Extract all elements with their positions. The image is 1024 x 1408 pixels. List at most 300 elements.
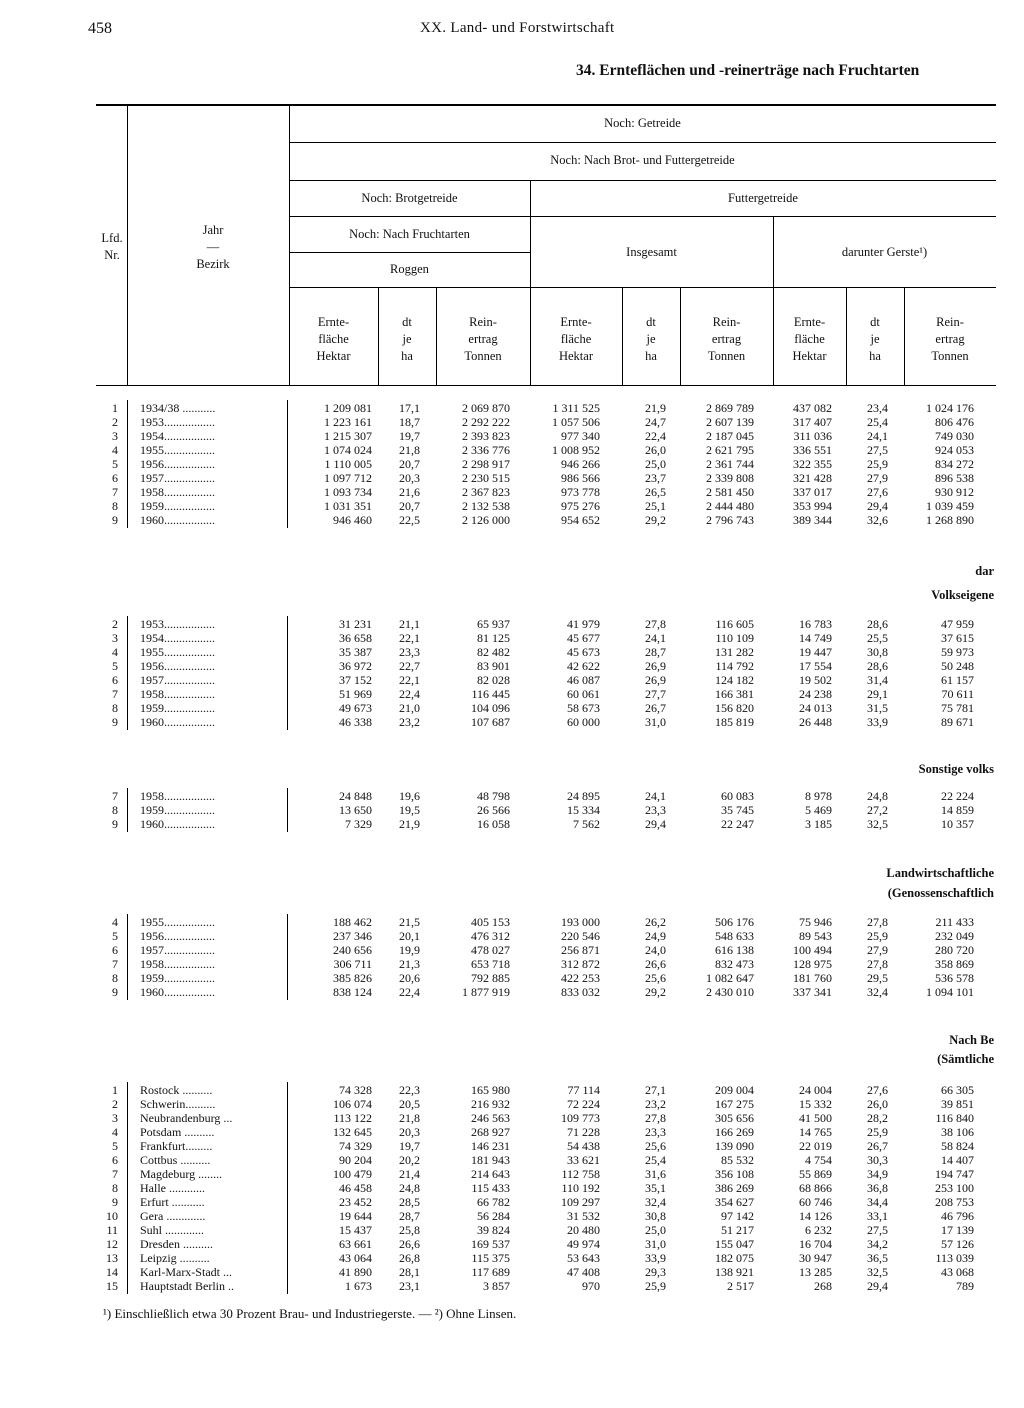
row-number: 1 [112,1083,118,1097]
table-cell: 35,1 [645,1181,666,1195]
row-number: 9 [112,1195,118,1209]
table-cell: 45 677 [567,631,600,645]
table-cell: 23,3 [399,645,420,659]
table-cell: 20,3 [399,471,420,485]
col-dt-header [622,314,680,365]
table-cell: 106 074 [333,1097,372,1111]
table-cell: 89 543 [799,929,832,943]
table-cell: 2 298 917 [462,457,510,471]
table-cell: 2 069 870 [462,401,510,415]
table-cell: 39 824 [477,1223,510,1237]
table-cell: 46 338 [339,715,372,729]
table-cell: 22,4 [399,687,420,701]
table-row [0,1097,1024,1111]
row-number: 1 [112,401,118,415]
table-cell: 28,7 [645,645,666,659]
table-cell: 22 019 [799,1139,832,1153]
table-cell: 24,7 [645,415,666,429]
table-cell: 55 869 [799,1167,832,1181]
col-reinertrag-header [680,314,773,365]
table-cell: 26,0 [645,443,666,457]
row-label: 1957................. [140,471,215,485]
table-row [0,659,1024,673]
table-cell: 237 346 [333,929,372,943]
table-cell: 946 460 [333,513,372,527]
table-row [0,1251,1024,1265]
table-cell: 1 673 [345,1279,372,1293]
table-row [0,617,1024,631]
table-cell: 25,4 [867,415,888,429]
row-number: 5 [112,659,118,673]
row-label: Suhl ............. [140,1223,205,1237]
row-label: 1959................. [140,803,215,817]
row-label: Gera ............. [140,1209,206,1223]
table-cell: 977 340 [561,429,600,443]
table-cell: 49 673 [339,701,372,715]
table-row [0,443,1024,457]
table-cell: 6 232 [805,1223,832,1237]
table-cell: 2 621 795 [706,443,754,457]
table-cell: 74 328 [339,1083,372,1097]
table-cell: 19,9 [399,943,420,957]
col-ernteflaeche-header [773,314,846,365]
table-cell: 13 650 [339,803,372,817]
table-cell: 356 108 [715,1167,754,1181]
table-cell: 1 039 459 [926,499,974,513]
table-cell: 24,1 [867,429,888,443]
table-cell: 832 473 [715,957,754,971]
table-row [0,915,1024,929]
table-cell: 1 024 176 [926,401,974,415]
section-subheading: Sonstige volks [918,762,994,776]
table-cell: 29,5 [867,971,888,985]
row-number: 11 [106,1223,118,1237]
table-cell: 31 231 [339,617,372,631]
table-row [0,471,1024,485]
table-cell: 26,6 [645,957,666,971]
section-heading: Nach Be [949,1033,994,1047]
table-cell: 19 502 [799,673,832,687]
table-cell: 85 532 [721,1153,754,1167]
row-number: 9 [112,817,118,831]
table-cell: 33,9 [645,1251,666,1265]
table-row [0,415,1024,429]
col-label: fläche [318,332,349,346]
row-label: 1958................. [140,789,215,803]
col-label: Hektar [316,349,351,363]
table-cell: 109 773 [561,1111,600,1125]
row-label: 1955................. [140,443,215,457]
row-label: 1954................. [140,631,215,645]
table-cell: 268 [814,1279,832,1293]
table-cell: 169 537 [471,1237,510,1251]
table-cell: 21,4 [399,1167,420,1181]
row-number: 13 [106,1251,118,1265]
table-cell: 13 285 [799,1265,832,1279]
row-label: 1956................. [140,457,215,471]
col-dt-header [846,314,904,365]
table-cell: 25,6 [645,971,666,985]
table-cell: 1 877 919 [462,985,510,999]
table-cell: 476 312 [471,929,510,943]
table-cell: 193 000 [561,915,600,929]
row-number: 9 [112,985,118,999]
header-rule [289,180,996,181]
table-row [0,803,1024,817]
noch-getreide-header: Noch: Getreide [604,116,681,130]
row-number: 8 [112,499,118,513]
table-cell: 1 223 161 [324,415,372,429]
col-label: Ernte- [793,315,826,329]
table-cell: 2 367 823 [462,485,510,499]
page-number: 458 [88,20,112,37]
col-label: Hektar [558,349,593,363]
col-label: ertrag [468,332,498,346]
table-cell: 954 652 [561,513,600,527]
table-cell: 16 704 [799,1237,832,1251]
table-cell: 29,2 [645,513,666,527]
table-row [0,1209,1024,1223]
table-cell: 41 500 [799,1111,832,1125]
row-number: 7 [112,957,118,971]
row-label: 1960................. [140,817,215,831]
table-cell: 17 554 [799,659,832,673]
table-cell: 1 093 734 [324,485,372,499]
section-subheading: (Genossenschaftlich [887,886,994,900]
table-cell: 312 872 [561,957,600,971]
table-cell: 66 782 [477,1195,510,1209]
table-cell: 41 890 [339,1265,372,1279]
row-number: 4 [112,915,118,929]
table-cell: 26 566 [477,803,510,817]
table-cell: 311 036 [793,429,832,443]
table-cell: 116 840 [935,1111,974,1125]
table-cell: 54 438 [567,1139,600,1153]
table-cell: 232 049 [935,929,974,943]
table-cell: 23,2 [399,715,420,729]
table-cell: 33 621 [567,1153,600,1167]
row-number: 7 [112,1167,118,1181]
row-label: 1958................. [140,485,215,499]
header-rule [289,287,996,288]
row-label: 1957................. [140,943,215,957]
table-cell: 422 253 [561,971,600,985]
table-cell: 975 276 [561,499,600,513]
table-cell: 35 387 [339,645,372,659]
table-cell: 21,5 [399,915,420,929]
table-cell: 19 644 [339,1209,372,1223]
table-cell: 46 458 [339,1181,372,1195]
row-label: 1955................. [140,915,215,929]
table-row [0,499,1024,513]
table-cell: 26,7 [645,701,666,715]
table-cell: 109 297 [561,1195,600,1209]
row-number: 7 [112,687,118,701]
row-label: Erfurt ........... [140,1195,205,1209]
table-cell: 22,3 [399,1083,420,1097]
table-cell: 2 336 776 [462,443,510,457]
row-label: Magdeburg ........ [140,1167,223,1181]
table-cell: 24 004 [799,1083,832,1097]
header-rule [289,216,996,217]
table-cell: 749 030 [935,429,974,443]
row-number: 8 [112,1181,118,1195]
table-cell: 214 643 [471,1167,510,1181]
table-row [0,1153,1024,1167]
table-cell: 336 551 [793,443,832,457]
table-row [0,401,1024,415]
col-label: Ernte- [560,315,592,329]
table-cell: 2 444 480 [706,499,754,513]
row-label: 1955................. [140,645,215,659]
table-cell: 29,4 [867,499,888,513]
table-cell: 973 778 [561,485,600,499]
table-cell: 47 408 [567,1265,600,1279]
table-row [0,631,1024,645]
row-number: 5 [112,457,118,471]
table-cell: 2 361 744 [706,457,754,471]
table-row [0,1279,1024,1293]
table-cell: 548 633 [715,929,754,943]
table-cell: 32,4 [645,1195,666,1209]
table-cell: 23,3 [645,803,666,817]
table-cell: 60 083 [721,789,754,803]
row-label: 1956................. [140,929,215,943]
table-cell: 256 871 [561,943,600,957]
table-cell: 20,6 [399,971,420,985]
table-cell: 27,6 [867,1083,888,1097]
table-cell: 29,4 [645,817,666,831]
table-row [0,817,1024,831]
row-number: 5 [112,1139,118,1153]
table-cell: 49 974 [567,1237,600,1251]
table-cell: 26,9 [645,659,666,673]
row-label: 1958................. [140,687,215,701]
table-cell: 1 209 081 [324,401,372,415]
table-cell: 208 753 [935,1195,974,1209]
table-cell: 24 238 [799,687,832,701]
table-cell: 924 053 [935,443,974,457]
table-cell: 82 028 [477,673,510,687]
table-cell: 27,8 [645,617,666,631]
table-cell: 18,7 [399,415,420,429]
table-cell: 35 745 [721,803,754,817]
row-label: Neubrandenburg ... [140,1111,233,1125]
table-cell: 7 562 [573,817,600,831]
row-number: 6 [112,471,118,485]
table-cell: 113 039 [935,1251,974,1265]
table-header-bottom-rule [96,385,996,386]
table-cell: 32,5 [867,1265,888,1279]
bezirk-label: Bezirk [196,257,230,271]
table-cell: 322 355 [793,457,832,471]
row-label: 1960................. [140,715,215,729]
table-cell: 23 452 [339,1195,372,1209]
table-cell: 45 673 [567,645,600,659]
table-cell: 32,5 [867,817,888,831]
table-cell: 789 [956,1279,974,1293]
table-cell: 15 332 [799,1097,832,1111]
table-cell: 306 711 [333,957,372,971]
table-cell: 15 437 [339,1223,372,1237]
table-row [0,929,1024,943]
row-label: Hauptstadt Berlin .. [140,1279,234,1293]
table-cell: 33,1 [867,1209,888,1223]
row-number: 2 [112,617,118,631]
table-cell: 23,2 [645,1097,666,1111]
table-cell: 83 901 [477,659,510,673]
table-cell: 56 284 [477,1209,510,1223]
table-cell: 28,1 [399,1265,420,1279]
table-cell: 26 448 [799,715,832,729]
table-cell: 1 082 647 [706,971,754,985]
noch-brotgetreide-header: Noch: Brotgetreide [361,191,458,205]
table-cell: 833 032 [561,985,600,999]
row-label: Schwerin.......... [140,1097,216,1111]
table-row [0,943,1024,957]
row-number: 10 [106,1209,118,1223]
table-cell: 100 494 [793,943,832,957]
table-cell: 10 357 [941,817,974,831]
table-cell: 46 087 [567,673,600,687]
table-cell: 36 972 [339,659,372,673]
table-cell: 24,1 [645,789,666,803]
table-cell: 25,8 [399,1223,420,1237]
col-ernteflaeche-header [530,314,622,365]
row-label: Rostock .......... [140,1083,213,1097]
table-cell: 2 607 139 [706,415,754,429]
table-cell: 26,2 [645,915,666,929]
table-cell: 3 185 [805,817,832,831]
table-cell: 25,0 [645,457,666,471]
table-cell: 22,7 [399,659,420,673]
table-cell: 165 980 [471,1083,510,1097]
row-number: 3 [112,429,118,443]
row-label: 1959................. [140,499,215,513]
table-cell: 20,3 [399,1125,420,1139]
table-cell: 1 008 952 [552,443,600,457]
table-cell: 1 031 351 [324,499,372,513]
table-cell: 31,5 [867,701,888,715]
table-cell: 1 094 101 [926,985,974,999]
table-cell: 61 157 [941,673,974,687]
table-cell: 970 [582,1279,600,1293]
table-cell: 21,9 [645,401,666,415]
row-number: 4 [112,443,118,457]
table-cell: 26,9 [645,673,666,687]
roggen-header: Roggen [390,262,429,276]
row-label: 1959................. [140,971,215,985]
table-cell: 20,7 [399,499,420,513]
table-cell: 47 959 [941,617,974,631]
table-cell: 32,4 [867,985,888,999]
table-cell: 386 269 [715,1181,754,1195]
table-cell: 22,5 [399,513,420,527]
row-number: 9 [112,715,118,729]
table-row [0,513,1024,527]
row-number: 4 [112,645,118,659]
table-cell: 117 689 [471,1265,510,1279]
table-cell: 1 268 890 [926,513,974,527]
table-cell: 132 645 [333,1125,372,1139]
table-cell: 211 433 [935,915,974,929]
table-cell: 115 433 [471,1181,510,1195]
table-cell: 14 765 [799,1125,832,1139]
row-label: 1953................. [140,415,215,429]
table-cell: 107 687 [471,715,510,729]
section-heading: dar [975,564,994,578]
row-label: 1958................. [140,957,215,971]
row-number: 8 [112,971,118,985]
row-label: 1954................. [140,429,215,443]
row-label: Frankfurt......... [140,1139,213,1153]
table-cell: 114 792 [715,659,754,673]
table-cell: 986 566 [561,471,600,485]
table-cell: 22,1 [399,631,420,645]
table-cell: 27,1 [645,1083,666,1097]
col-label: ertrag [711,332,742,346]
table-cell: 32,6 [867,513,888,527]
table-cell: 29,2 [645,985,666,999]
table-cell: 896 538 [935,471,974,485]
table-cell: 60 000 [567,715,600,729]
table-row [0,687,1024,701]
col-label: ha [869,349,881,363]
table-cell: 25,6 [645,1139,666,1153]
table-cell: 24,1 [645,631,666,645]
table-cell: 27,9 [867,943,888,957]
table-cell: 194 747 [935,1167,974,1181]
dash-label: — [206,240,220,254]
table-cell: 31 532 [567,1209,600,1223]
table-cell: 317 407 [793,415,832,429]
row-number: 7 [112,485,118,499]
row-number: 15 [106,1279,118,1293]
table-cell: 14 749 [799,631,832,645]
header-rule [289,252,530,253]
table-cell: 146 231 [471,1139,510,1153]
table-cell: 138 921 [715,1265,754,1279]
table-cell: 26,6 [399,1237,420,1251]
table-cell: 34,9 [867,1167,888,1181]
table-row [0,1139,1024,1153]
table-cell: 37 152 [339,673,372,687]
table-cell: 792 885 [471,971,510,985]
table-cell: 22,1 [399,673,420,687]
table-cell: 22,4 [645,429,666,443]
table-cell: 131 282 [715,645,754,659]
table-cell: 27,7 [645,687,666,701]
table-cell: 28,6 [867,617,888,631]
row-number: 12 [106,1237,118,1251]
table-cell: 27,5 [867,443,888,457]
table-cell: 75 781 [941,701,974,715]
table-cell: 305 656 [715,1111,754,1125]
table-cell: 19,6 [399,789,420,803]
row-number: 4 [112,1125,118,1139]
table-cell: 30,3 [867,1153,888,1167]
table-cell: 31,0 [645,1237,666,1251]
table-cell: 3 857 [483,1279,510,1293]
header-rule [289,142,996,143]
table-cell: 24,9 [645,929,666,943]
col-label: Tonnen [707,349,746,363]
col-label: Hektar [792,349,827,363]
table-cell: 89 671 [941,715,974,729]
table-cell: 7 329 [345,817,372,831]
table-cell: 77 114 [567,1083,600,1097]
table-cell: 110 192 [561,1181,600,1195]
